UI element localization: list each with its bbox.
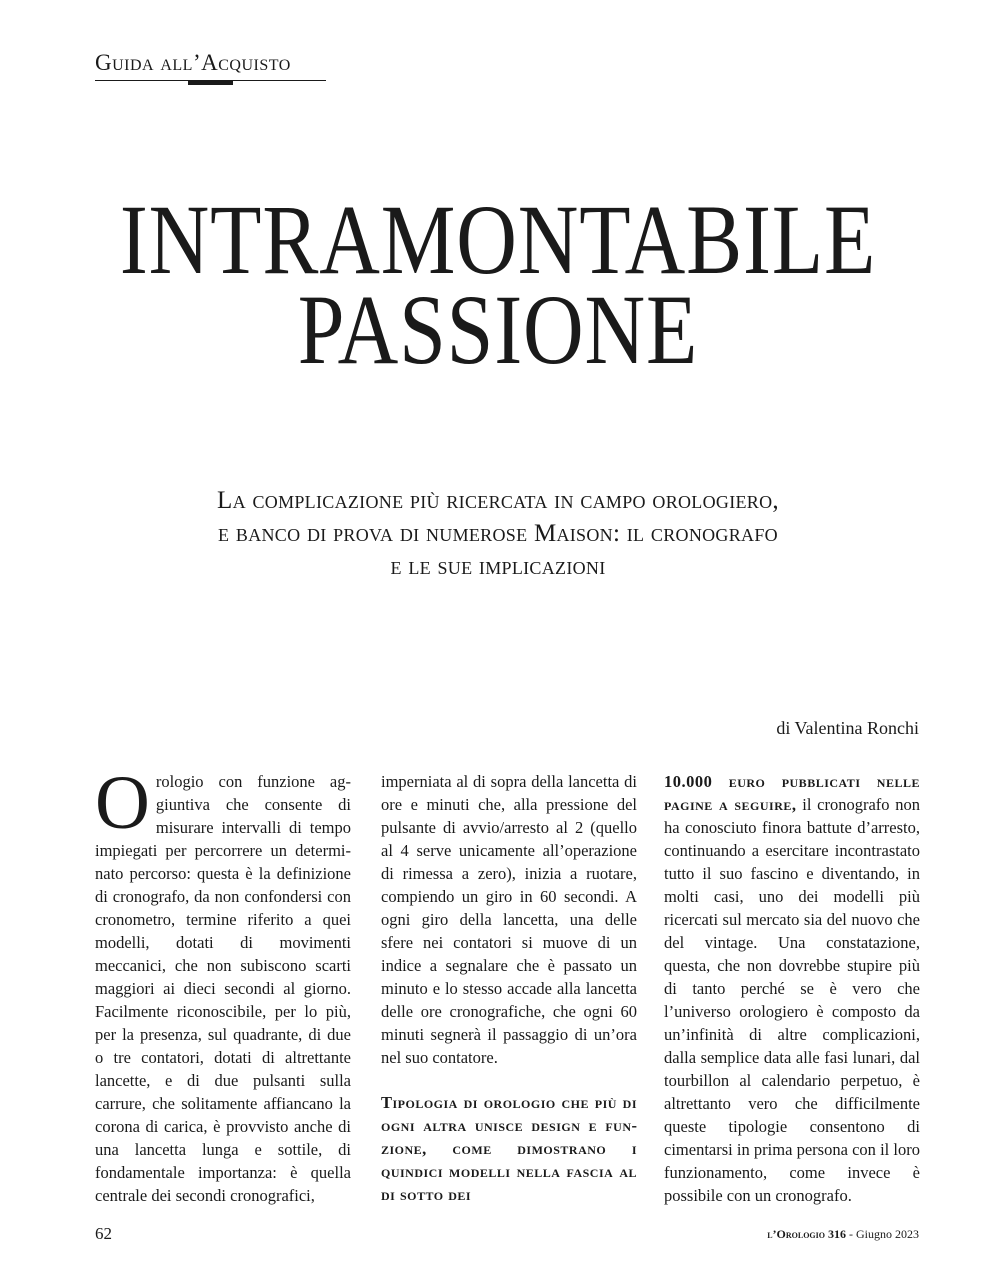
page-number: 62	[95, 1224, 112, 1243]
column-3-paragraph	[664, 770, 920, 1207]
column-3-lead-caps: 10.000 euro pubblicati nelle pagine a seguire,	[664, 772, 920, 814]
byline: di Valentina Ronchi	[776, 718, 919, 738]
column-3-text: il cronografo non ha conosciuto finora battute d’arresto, continuando a esercitare incontrastato tutto il suo fascino e diventando, in molti casi, uno dei modelli più ricercati sul mercato sia del nuovo che del vintage. Una constatazione, questa, che non dovrebbe stupire più di tanto perché se è vero che l’universo orologiero è composto da un’infinità di altre complicazioni, dalla semplice data alle fasi lunari, dal tourbillon al calendario perpetuo, è altrettanto vero che difficilmente queste tipologie consentono di cimentarsi in prima persona con il loro funzionamento, come invece è possibile con un cronografo.	[664, 795, 920, 1205]
headline	[105, 184, 891, 385]
section-rule-tab	[188, 80, 233, 85]
subtitle	[120, 484, 876, 583]
article-column-1	[95, 761, 351, 1207]
column-1-text: rologio con funzione aggiuntiva che consente di misurare intervalli di tempo impiegati per percorrere un determinato percorso: questa è la definizione di cronografo, da non confondersi con cronometro, termine riferito a quei modelli, dotati di movimenti meccanici, che non subiscono scarti maggiori ai dieci secondi al giorno. Facilmente riconoscibile, per lo più, per la presenza, sul quadrante, di due o tre contatori, dotati di altrettante lancette, e di due pulsanti sulla carrure, che solitamente affiancano la corona di carica, è provvisto anche di una lancetta lunga e sottile, di fondamentale importanza: è quella centrale dei secondi cronografici,	[95, 772, 351, 1205]
headline-line-1: INTRAMONTABILE	[119, 184, 877, 295]
article-column-2	[381, 770, 637, 1206]
column-2-lead-block	[381, 1091, 637, 1206]
footer-issue	[767, 1227, 919, 1242]
column-2-lead-caps: Tipologia di orologio che più di ogni altra unisce design e funzione, come dimostrano i quindici modelli nella fascia al di sotto dei	[381, 1093, 637, 1204]
column-1-paragraph	[95, 761, 351, 1207]
dropcap: O	[95, 761, 150, 845]
subtitle-line-1: La complicazione più ricercata in campo orologiero,	[217, 487, 779, 514]
subtitle-line-3: e le sue implicazioni	[390, 553, 606, 580]
headline-line-2: PASSIONE	[297, 274, 699, 385]
article-column-3	[664, 770, 920, 1207]
footer-separator: -	[846, 1227, 856, 1241]
footer-magazine: l’Orologio 316	[767, 1227, 846, 1241]
subtitle-line-2: e banco di prova di numerose Maison: il cronografo	[218, 520, 778, 547]
footer-issue-date: Giugno 2023	[856, 1227, 919, 1241]
column-2-paragraph: imperniata al di sopra della lancetta di ore e minuti che, alla pressione del pulsante di avvio/arresto al 2 (quello al 4 serve unicamente all’operazione di rimessa a zero), inizia a ruotare, compiendo un giro in 60 secondi. A ogni giro della lancetta, una delle sfere nei contatori si muove di un indice a segnalare che è passato un minuto e lo stesso accade alla lancetta delle ore cronografiche, che ogni 60 minuti segnerà il passaggio di un’ora nel suo contatore.	[381, 772, 637, 1067]
section-header: Guida all’Acquisto	[95, 50, 291, 75]
